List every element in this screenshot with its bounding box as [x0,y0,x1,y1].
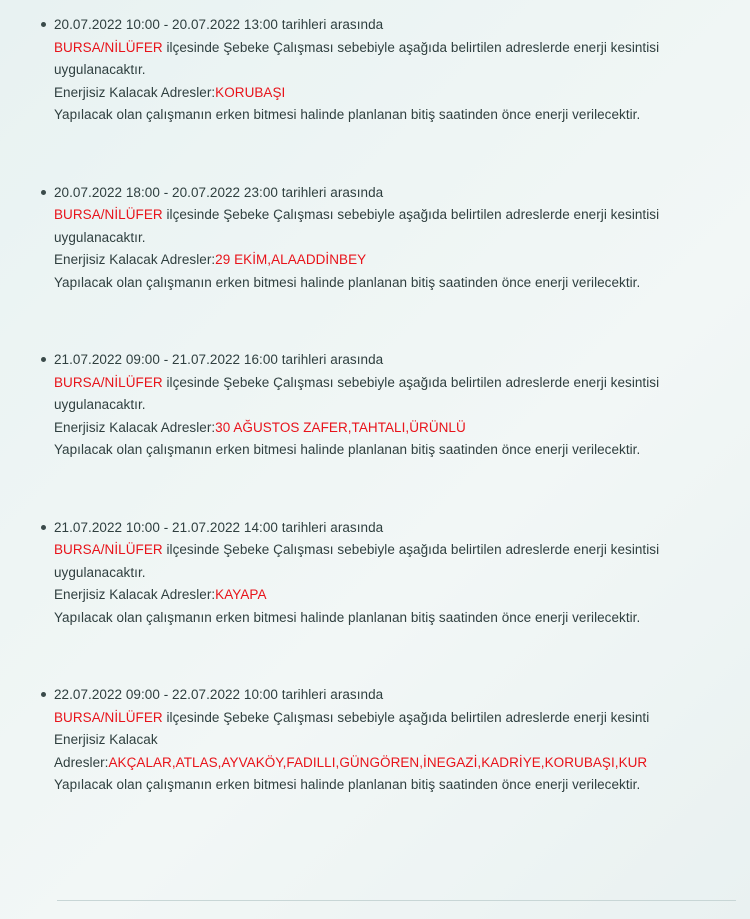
outage-note: Yapılacak olan çalışmanın erken bitmesi halinde planlanan bitiş saatinden önce enerji verilecektir. [54,609,641,625]
outage-addresses: KAYAPA [215,587,267,602]
outage-region: BURSA/NİLÜFER [54,374,163,390]
outage-addresses: KORUBAŞI [215,84,286,100]
outage-list [14,14,736,797]
outage-addresses: AKÇALAR,ATLAS,AYVAKÖY,FADILLI,GÜNGÖREN,İNEGAZİ,KADRİYE,KORUBAŞI,KUR [108,754,648,770]
outage-addresses-line [54,584,736,607]
outage-address-label: Enerjisiz Kalacak Adresler: [54,252,216,267]
outage-region: BURSA/NİLÜFER [54,39,163,55]
outage-reason-text: ilçesinde Şebeke Çalışması sebebiyle aşağıda belirtilen adreslerde enerji kesintisi uygulanacaktır. [54,39,660,77]
outage-region: BURSA/NİLÜFER [54,542,163,557]
outage-date-range: 22.07.2022 09:00 - 22.07.2022 10:00 tarihleri arasında [54,687,384,702]
outage-reason [54,37,736,82]
outage-reason [54,539,736,584]
outage-reason [54,707,750,730]
outage-reason [54,204,736,249]
bullet-icon [41,22,46,27]
outage-address-label: Enerjisiz Kalacak [54,732,158,747]
outage-addresses-line [54,82,736,105]
outage-region: BURSA/NİLÜFER [54,207,163,222]
bullet-icon [41,525,46,530]
list-item [14,517,736,630]
list-item [14,349,736,462]
outage-addresses-line [54,752,750,775]
outage-address-label: Enerjisiz Kalacak Adresler: [54,587,216,602]
outage-region: BURSA/NİLÜFER [54,709,163,725]
outage-note: Yapılacak olan çalışmanın erken bitmesi halinde planlanan bitiş saatinden önce enerji verilecektir. [54,274,641,290]
outage-note: Yapılacak olan çalışmanın erken bitmesi halinde planlanan bitiş saatinden önce enerji verilecektir. [54,777,641,792]
outage-addresses-line [54,249,736,272]
outage-addresses-line [54,417,736,440]
outage-reason-text: ilçesinde Şebeke Çalışması sebebiyle aşağıda belirtilen adreslerde enerji kesintisi uygulanacaktır. [54,542,660,580]
outage-address-label: Enerjisiz Kalacak Adresler: [54,419,216,435]
outage-date-range: 21.07.2022 09:00 - 21.07.2022 16:00 tarihleri arasında [54,352,384,367]
outage-reason-text: ilçesinde Şebeke Çalışması sebebiyle aşağıda belirtilen adreslerde enerji kesintisi uygulanacaktır. [54,207,660,245]
outage-address-label-line [54,729,736,752]
outage-address-label: Enerjisiz Kalacak Adresler: [54,84,216,100]
outage-note: Yapılacak olan çalışmanın erken bitmesi halinde planlanan bitiş saatinden önce enerji verilecektir. [54,107,641,122]
bullet-icon [41,357,46,362]
outage-addresses: 30 AĞUSTOS ZAFER,TAHTALI,ÜRÜNLÜ [215,419,466,435]
bullet-icon [41,190,46,195]
outage-address-label-cont: Adresler: [54,754,109,770]
outage-date-range: 20.07.2022 18:00 - 20.07.2022 23:00 tarihleri arasında [54,184,384,200]
outage-note: Yapılacak olan çalışmanın erken bitmesi halinde planlanan bitiş saatinden önce enerji verilecektir. [54,442,641,457]
list-item [14,684,736,797]
outage-reason [54,372,736,417]
bullet-icon [41,692,46,697]
outage-reason-text: ilçesinde Şebeke Çalışması sebebiyle aşağıda belirtilen adreslerde enerji kesintisi uygulanacaktır. [54,374,660,412]
outage-addresses: 29 EKİM,ALAADDİNBEY [215,252,367,267]
outage-date-range: 20.07.2022 10:00 - 20.07.2022 13:00 tarihleri arasında [54,17,384,32]
divider [57,900,736,901]
outage-date-range: 21.07.2022 10:00 - 21.07.2022 14:00 tarihleri arasında [54,519,384,535]
list-item [14,14,736,127]
list-item [14,182,736,295]
outage-reason-text: ilçesinde Şebeke Çalışması sebebiyle aşağıda belirtilen adreslerde enerji kesinti [162,709,650,725]
